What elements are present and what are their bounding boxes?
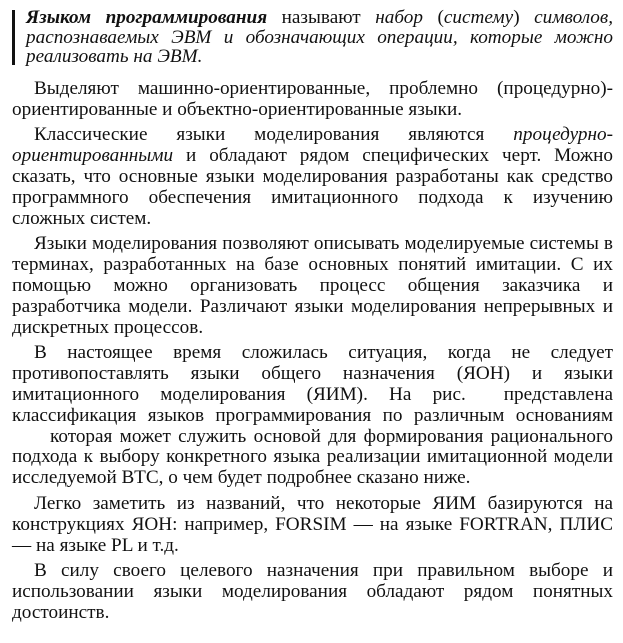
- paragraph-examples: Легко заметить из названий, что некоторые ЯИМ базируются на конструкциях ЯОН: например, FORSIM — на языке FORTRAN, ПЛИС — на языке PL и т.д.: [12, 492, 613, 556]
- paragraph-text: Классические языки моделирования являются: [34, 124, 514, 146]
- paragraph-current-situation: [12, 343, 613, 489]
- definition-text: символов, распознаваемых ЭВМ и обозначающих операции, которые можно реализовать на ЭВМ.: [26, 7, 614, 68]
- paragraph-text: В настоящее время сложилась ситуация, когда не следует противопоставлять языки общего назначения (ЯОН) и языки имитационного моделирования (ЯИМ). На рис.: [12, 342, 613, 405]
- paragraph-classic-languages: [12, 125, 613, 229]
- paragraph-text: и обладают рядом специфических черт. Можно сказать, что основные языки моделирования разработаны как средство программного обеспечения имитационного подхода к изучению сложных систем.: [12, 145, 613, 229]
- paragraph-language-types: Выделяют машинно-ориентированные, проблемно (процедурно)-ориентированные и объектно-ориентированные языки.: [12, 77, 613, 120]
- definition-text: (: [422, 7, 444, 28]
- definition-text: называют: [267, 7, 376, 28]
- paragraph-modeling-languages: Языки моделирования позволяют описывать моделируемые системы в терминах, разработанных на базе основных понятий имитации. С их помощью можно организовать процесс общения заказчика и разработчика модели. Различают языки моделирования непрерывных и дискретных процессов.: [12, 233, 613, 338]
- definition-text: систему: [443, 7, 514, 28]
- paragraph-text: представлена классификация языков программирования по различным основаниям: [12, 383, 613, 426]
- definition-term: Языком программирования: [26, 7, 268, 28]
- emphasis-procedural: процедурно-ориентированными: [12, 124, 613, 167]
- definition-text: ): [513, 7, 535, 28]
- definition-text: набор: [375, 7, 423, 28]
- paragraph-text: которая может служить основой для формирования рационального подхода к выбору конкретного языка реализации имитационной модели исследуемой ВТС, о чем будет подробнее сказано ниже.: [12, 425, 613, 489]
- paragraph-advantages: В силу своего целевого назначения при правильном выборе и использовании языки моделирования обладают рядом понятных достоинств.: [12, 560, 613, 623]
- definition-block: [12, 8, 613, 67]
- definition-margin-bar: [12, 10, 15, 65]
